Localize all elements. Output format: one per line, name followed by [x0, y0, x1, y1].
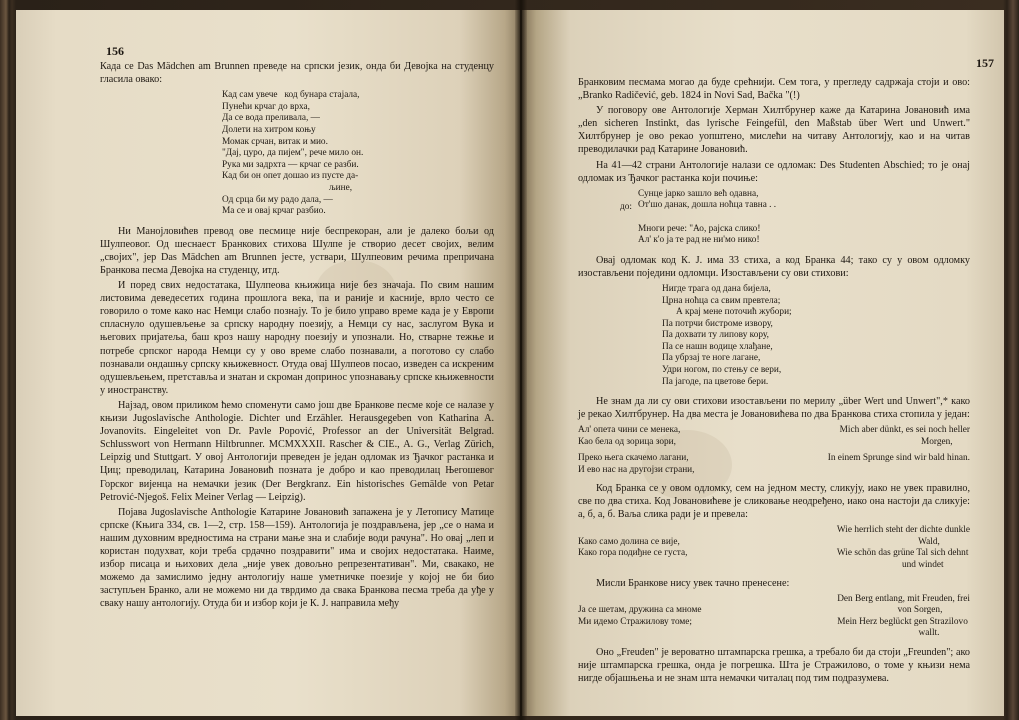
original-verse: Како само долина се вије, Како гора подиђне се густа, — [578, 536, 688, 559]
paragraph: Код Бранка се у овом одломку, сем на једном месту, сликују, иако не увек правилно, све по два стиха. Код Јовановићеве је сликовање неодређено, иако она настоји да сликује: а, б, а, б. Ваља слика ради је и превела: — [578, 483, 970, 521]
paragraph: Када се Das Mädchen am Brunnen преведе на српски језик, онда би Девојка на студенцу гласила овако: — [100, 61, 494, 86]
comparison-row — [578, 525, 970, 571]
paragraph: Овај одломак код К. Ј. има 33 стиха, а код Бранка 44; тако су у овом одломку изостављени поједини одломци. Изостављени су ови стихови: — [578, 254, 970, 279]
paragraph: Ни Манојловићев превод ове песмице није беспрекоран, али је далеко бољи од Шулпеовог. Од шеснаест Бранкових стихова Шулпе је створио десет својих, велим „својих", јер Das Mädchen am Brunnen јесте, уствари, Шулпеовим речима препричана Бранкова песма Девојка на студенцу, итд. — [100, 225, 494, 276]
translated-verse: In einem Sprunge sind wir bald hinan. — [827, 453, 970, 464]
translated-verse: Den Berg entlang, mit Freuden, frei von Sorgen, Mein Herz beglückt gen Strazilovo wallt. — [837, 594, 970, 639]
poem-excerpt: Сунце јарко зашло већ одавна, От'шо данак, дошла ноћца тавна . . Многи рече: "Ао, рајска слико! Ал' к'о ја те рад не ни'мо нико! — [638, 188, 777, 246]
paragraph: На 41—42 страни Антологије налази се одломак: Des Studenten Abschied; то је онај одломак из Ђачког растанка који почиње: — [578, 159, 970, 184]
comparison-row — [578, 425, 970, 448]
verse-comparison — [578, 425, 970, 476]
left-page — [16, 10, 520, 716]
original-verse: Ја се шетам, дружина са мноме Ми идемо Стражилову томе; — [578, 605, 702, 627]
page-number: 156 — [106, 44, 124, 58]
paragraph: И поред свих недостатака, Шулпеова књижица није без значаја. По свим нашим листовима деведесетих година прошлога века, па и раније и касније, врло често се говорило о томе како нас Немци слабо познају. То је било управо време када је у Европи спласнуло одушевљење за српску народну поезију, а Немци су нас, заслугом Вука и његових пријатеља, баш кроз нашу народну поезију и упознали. Но, стварне тежње и потребе српског народа Немци су у ово време слабо познавали, а поготово су слабо познавали ондашњу српску књижевност. Отуда овај Шулпеов посао, изведен са искреним одушевљењем, претставља и знатан и скроман допринос упознавању српске књижевности у иностранству. — [100, 280, 494, 396]
verse-comparison — [578, 594, 970, 640]
paragraph: Бранковим песмама могао да буде срећнији. Сем тога, у прегледу садржаја стоји и ово: „Branko Radičević, geb. 1824 in Novi Sad, Bačka "(!) — [578, 77, 970, 102]
right-page — [522, 10, 1004, 716]
paragraph: Оно „Freuden" је вероватно штампарска грешка, а требало би да стоји „Freunden"; ако није штампарска грешка, онда је погрешка. Шта је Стражилово, о томе у књизи нема нигде објашњења и не знам шта немачки читалац под тим подразумева. — [578, 646, 970, 684]
page-number: 157 — [976, 56, 994, 70]
paragraph: Не знам да ли су ови стихови изостављени по мерилу „über Wert und Unwert",* како је рекао Хилтбрунер. На два места је Јовановићева по два Бранкова стиха стопила у један: — [578, 396, 970, 421]
paragraph: У поговору ове Антологије Херман Хилтбрунер каже да Катарина Јовановић има „den sicheren Instinkt, das lyrische Feingefül, den Maßstab über Wert und Unwert." Хилтбрунер је ово рекао уопштено, мислећи на читаву Антологију, као и на читав преводилачки рад Катарине Јовановић. — [578, 105, 970, 156]
poem-excerpt-block — [578, 189, 970, 247]
translated-verse: Wie herrlich steht der dichte dunkle Wald, Wie schön das grüne Tal sich dehnt und windet — [836, 525, 970, 570]
translated-verse: Mich aber dünkt, es sei noch heller Morgen, — [839, 425, 970, 447]
paragraph: Најзад, овом приликом ћемо споменути само још две Бранкове песме које се налазе у књизи Jugoslavische Anthologie. Dichter und Erzähler. Herausgegeben von Katharina A. Jovanovits. Eingeleitet von Dr. Pavle Popović, Professor an der Universität Belgrad. Schlusswort von Hermann Hiltbrunner. MCMXXXII. Rascher & CIE., A. G., Verlag Zürich, Leipzig und Stuttgart. У овој Антологији преведен је један одломак из Ђачког растанка и Циц; преводилац, Катарина Јовановић позната је добро и као преводилац Његошевог Горског вијенца на немачки језик (Der Bergkranz. Ein historisches Gemälde von Petar Petrović-Njegoš. Felix Meiner Verlag — Leipzig). — [100, 399, 494, 503]
paragraph: Мисли Бранкове нису увек тачно пренесене: — [596, 577, 790, 589]
original-verse: Ал' опета чини се менека, Као бела од зорица зори, — [578, 425, 681, 447]
comparison-row — [578, 453, 970, 476]
right-page-text — [578, 76, 970, 687]
omitted-verses: Нигде трага од дана бијела, Црна ноћца са свим превтела; А крај мене поточић жубори; Па потрчи бистроме извору, Па дохвати ту липову кору, Па се нашн водице хлађане, Па убрзај те ноге лагане, Удри ногом, по стењу се вери, Па јагоде, па цветове бери. — [662, 283, 792, 387]
book-gutter — [515, 0, 527, 720]
do-label: до: — [620, 201, 632, 212]
original-verse: Преко њега скачемо лагани, И ево нас на другојзи страни, — [578, 453, 695, 475]
verse-comparison — [578, 525, 970, 571]
left-page-text — [100, 60, 494, 612]
poem-excerpt: Кад сам увече код бунара стајала, Пунећи крчаг до врха, Да се вода преливала, — Долети на хитром коњу Момак срчан, витак и мио. "Дај, цуро, да пијем", рече мило он. Рука ми задрхта — крчаг се разби. Кад би он опет дошао из пусте да- љине, Од срца би му радо дала, — Ма се и овај крчаг разбио. — [222, 90, 364, 217]
comparison-row — [578, 594, 970, 640]
paragraph: Појава Jugoslavische Anthologie Катарине Јовановић запажена је у Летопису Матице српске (Књига 334, св. 1—2, стр. 158—159). Антологија је поздрављена, јер „се о нама и нашим духовним вредностима на страни мање зна и слабије води рачуна". Но овај „леп и користан подухват, који треба срдачно поздравити" има и својих недостатака. Наиме, избор писаца и њихових дела „није увек довољно репрезентативан". Ми, свакако, не можемо да замислимо једну антологију наше уметничке поезије у којој не би био заступљен Бранко, али не можемо ни да тврдимо да свака Бранкова песма треба да уђе у сваку нашу антологију. Отуда би и избор који је К. Ј. направила међу — [100, 506, 494, 610]
